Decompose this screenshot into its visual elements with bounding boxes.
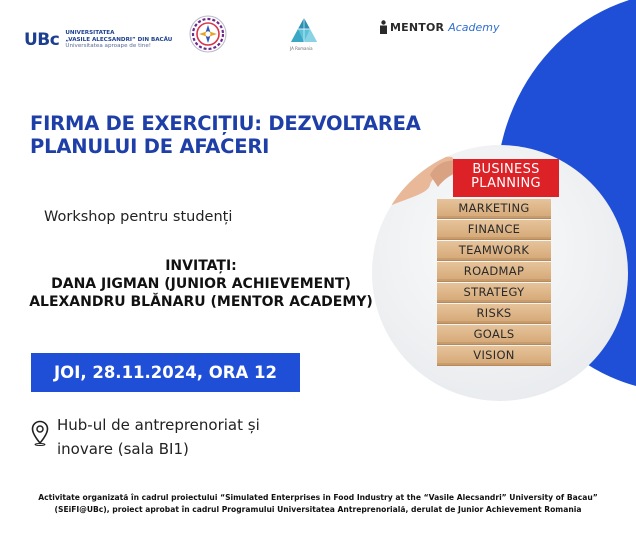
guest-2: ALEXANDRU BLĂNARU (MENTOR ACADEMY) [29, 294, 373, 310]
ja-romania-caption: JA Romania [290, 46, 313, 51]
business-planning-photo [372, 145, 628, 401]
mentor-logo-name: MENTOR [390, 20, 445, 34]
title-line-1: FIRMA DE EXERCIȚIU: DEZVOLTAREA [30, 112, 421, 135]
event-date-banner: JOI, 28.11.2024, ORA 12 [31, 353, 300, 392]
guests-heading: INVITAȚI: [165, 258, 237, 274]
ubc-logo-mark: UBc [24, 30, 60, 50]
block-strategy: STRATEGY [437, 283, 551, 303]
location-pin-icon [31, 420, 49, 446]
block-finance: FINANCE [437, 220, 551, 240]
location-line-2: inovare (sala BI1) [57, 440, 189, 458]
location-line-1: Hub-ul de antreprenoriat și [57, 416, 260, 434]
ubc-line3: Universitatea aproape de tine! [65, 43, 152, 50]
ja-romania-logo [289, 16, 319, 46]
ubc-line2: „VASILE ALECSANDRI” DIN BACĂU [65, 36, 173, 43]
block-marketing: MARKETING [437, 199, 551, 219]
block-roadmap: ROADMAP [437, 262, 551, 282]
event-subtitle: Workshop pentru studenți [44, 209, 233, 225]
guests-section [24, 257, 378, 311]
top-block-line2: PLANNING [471, 176, 541, 191]
block-teamwork: TEAMWORK [437, 241, 551, 261]
ubc-logo [24, 30, 172, 50]
mentor-academy-logo [379, 20, 500, 34]
event-location [57, 413, 317, 461]
university-badge-logo [189, 15, 227, 53]
block-vision: VISION [437, 346, 551, 366]
person-icon [379, 20, 388, 34]
block-goals: GOALS [437, 325, 551, 345]
footer-line-2: (SEiFI@UBc), proiect aprobat în cadrul Programului Universitatea Antreprenorială, derulat de Junior Achievement Romania [54, 505, 582, 514]
footer-line-1: Activitate organizată în cadrul proiectului “Simulated Enterprises in Food Industry at the “Vasile Alecsandri” University of Bacau” [38, 493, 598, 502]
top-block-line1: BUSINESS [472, 162, 540, 177]
project-footer [0, 492, 636, 516]
ubc-line1: UNIVERSITATEA [65, 30, 115, 37]
ubc-logo-text [65, 30, 172, 50]
title-line-2: PLANULUI DE AFACERI [30, 135, 270, 158]
block-risks: RISKS [437, 304, 551, 324]
mentor-logo-academy: Academy [448, 20, 500, 34]
guest-1: DANA JIGMAN (JUNIOR ACHIEVEMENT) [51, 276, 351, 292]
event-title [30, 112, 421, 158]
business-planning-block [453, 159, 559, 197]
